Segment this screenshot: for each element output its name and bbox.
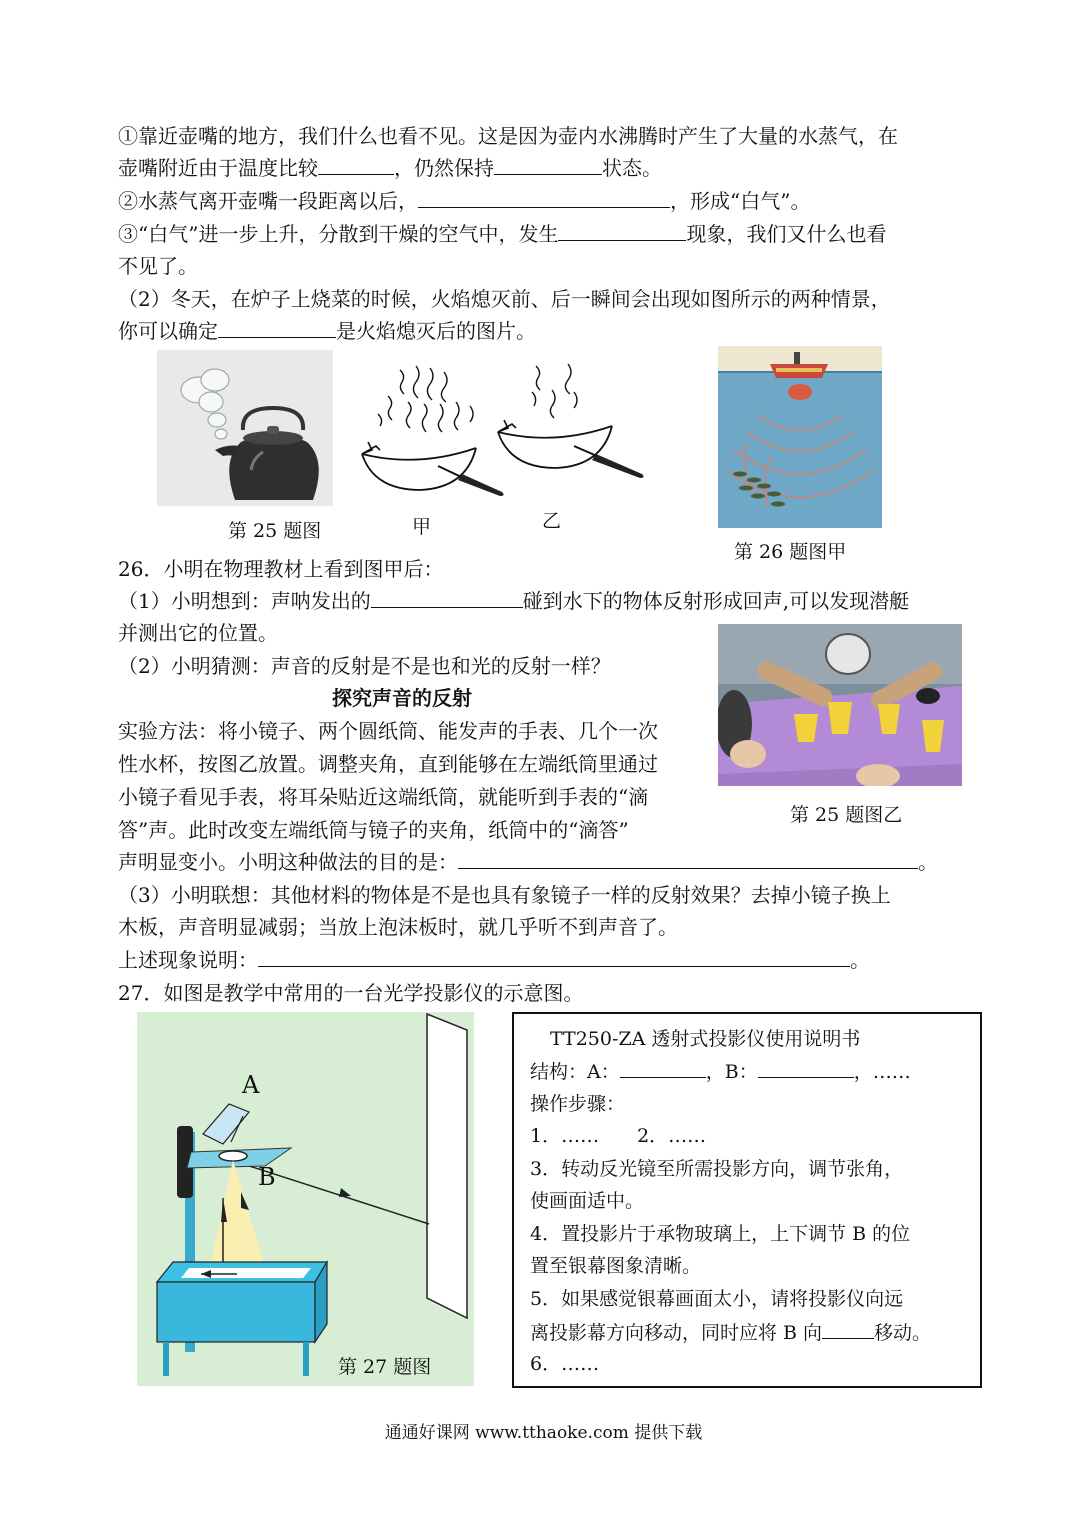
- q25-figure-caption: 第 25 题图: [228, 520, 322, 542]
- label-b: B: [258, 1163, 276, 1191]
- q25-part2-line2: [118, 319, 536, 343]
- q26-part3-text-a: 上述现象说明：: [118, 948, 258, 972]
- q25-item1-text-c: 状态。: [602, 156, 662, 180]
- answer-blank[interactable]: [218, 319, 336, 338]
- label-yi: 乙: [542, 510, 562, 532]
- q26-part3-line2: 木板，声音明显减弱；当放上泡沫板时，就几乎听不到声音了。: [118, 915, 678, 939]
- manual-step3-line1: 3．转动反光镜至所需投影方向，调节张角，: [530, 1158, 904, 1180]
- q25-item2-text-a: ②水蒸气离开壶嘴一段距离以后，: [118, 189, 418, 213]
- q27-figure-caption: 第 27 题图: [338, 1356, 432, 1378]
- answer-blank[interactable]: [822, 1320, 874, 1339]
- manual-step4-line2: 置至银幕图象清晰。: [530, 1255, 702, 1277]
- manual-structure: [530, 1059, 911, 1084]
- answer-blank[interactable]: [318, 156, 394, 175]
- manual-step5-b: 移动。: [874, 1322, 932, 1344]
- answer-blank[interactable]: [494, 156, 602, 175]
- manual-box: [512, 1012, 982, 1388]
- answer-blank[interactable]: [258, 948, 850, 967]
- q25-item3-line2: 不见了。: [118, 254, 198, 278]
- q27-intro: 27．如图是教学中常用的一台光学投影仪的示意图。: [118, 981, 584, 1005]
- q26-part1-line2: 并测出它的位置。: [118, 621, 278, 645]
- answer-blank[interactable]: [558, 222, 686, 241]
- manual-step3-line2: 使画面适中。: [530, 1190, 645, 1212]
- q26-method-text-a: 声明显变小。小明这种做法的目的是：: [118, 850, 458, 874]
- q26-part3-line3: [118, 948, 870, 972]
- q26-method-line5: [118, 850, 938, 874]
- manual-structure-a: 结构：A：: [530, 1061, 620, 1083]
- q26-part3-line1: （3）小明联想：其他材料的物体是不是也具有象镜子一样的反射效果？去掉小镜子换上: [118, 883, 891, 907]
- q26-method-line2: 性水杯，按图乙放置。调整夹角，直到能够在左端纸筒里通过: [118, 752, 658, 776]
- kettle-figure: [157, 350, 333, 506]
- q26-part2: （2）小明猜测：声音的反射是不是也和光的反射一样？: [118, 654, 611, 678]
- q25-item1-line2: [118, 156, 662, 180]
- q25-item2-text-b: ，形成“白气”。: [670, 189, 811, 213]
- wok-yi-figure: [494, 362, 648, 500]
- answer-blank[interactable]: [620, 1059, 706, 1078]
- manual-step12: 1．…… 2．……: [530, 1125, 707, 1147]
- q26-method-line4: 答”声。此时改变左端纸筒与镜子的夹角，纸筒中的“滴答”: [118, 818, 629, 842]
- q26-part1-text-b: 碰到水下的物体反射形成回声,可以发现潜艇: [522, 589, 910, 613]
- q26-intro: 26．小明在物理教材上看到图甲后：: [118, 557, 444, 581]
- q26-figure-yi-caption: 第 25 题图乙: [790, 804, 903, 826]
- q26-method-text-b: 。: [918, 850, 938, 874]
- manual-step6: 6．……: [530, 1353, 600, 1375]
- manual-steps-label: 操作步骤：: [530, 1093, 626, 1115]
- manual-structure-c: ，……: [853, 1061, 911, 1083]
- label-a: A: [242, 1071, 260, 1099]
- footer: 通通好课网 www.tthaoke.com 提供下载: [384, 1423, 703, 1443]
- q25-part2-line1: （2）冬天，在炉子上烧菜的时候，火焰熄灭前、后一瞬间会出现如图所示的两种情景，: [118, 287, 891, 311]
- answer-blank[interactable]: [758, 1059, 854, 1078]
- answer-blank[interactable]: [418, 189, 670, 208]
- manual-structure-b: ，B：: [705, 1061, 758, 1083]
- q25-item3-line1: [118, 222, 886, 246]
- sonar-figure: [718, 346, 882, 528]
- q25-item1-text-a: 壶嘴附近由于温度比较: [118, 156, 318, 180]
- wok-jia-figure: [358, 362, 508, 502]
- q25-item2: [118, 189, 810, 213]
- q25-item3-text-a: ③“白气”进一步上升，分散到干燥的空气中，发生: [118, 222, 559, 246]
- q26-part1-text-a: （1）小明想到：声呐发出的: [118, 589, 371, 613]
- manual-step5-line2: [530, 1320, 931, 1345]
- q26-part1-line1: [118, 589, 909, 613]
- experiment-title: 探究声音的反射: [332, 686, 472, 710]
- answer-blank[interactable]: [371, 589, 523, 608]
- label-jia: 甲: [412, 516, 432, 538]
- manual-title: TT250-ZA 透射式投影仪使用说明书: [550, 1028, 861, 1050]
- q25-part2-text-a: 你可以确定: [118, 319, 218, 343]
- manual-step5-line1: 5．如果感觉银幕画面太小，请将投影仪向远: [530, 1288, 904, 1310]
- q25-item1-text-b: ，仍然保持: [394, 156, 494, 180]
- q26-method-line3: 小镜子看见手表，将耳朵贴近这端纸筒，就能听到手表的“滴: [118, 785, 649, 809]
- manual-step5-a: 离投影幕方向移动，同时应将 B 向: [530, 1322, 823, 1344]
- q25-part2-text-b: 是火焰熄灭后的图片。: [336, 319, 536, 343]
- sound-reflection-photo: [718, 624, 962, 786]
- q26-method-line1: 实验方法：将小镜子、两个圆纸筒、能发声的手表、几个一次: [118, 719, 658, 743]
- q25-item3-text-b: 现象，我们又什么也看: [686, 222, 887, 246]
- q26-figure-jia-caption: 第 26 题图甲: [734, 541, 847, 563]
- answer-blank[interactable]: [458, 850, 918, 869]
- projector-figure: [137, 1012, 474, 1386]
- q25-item1-line1: ①靠近壶嘴的地方，我们什么也看不见。这是因为壶内水沸腾时产生了大量的水蒸气，在: [118, 124, 898, 148]
- manual-step4-line1: 4．置投影片于承物玻璃上，上下调节 B 的位: [530, 1223, 911, 1245]
- q26-part3-text-b: 。: [850, 948, 870, 972]
